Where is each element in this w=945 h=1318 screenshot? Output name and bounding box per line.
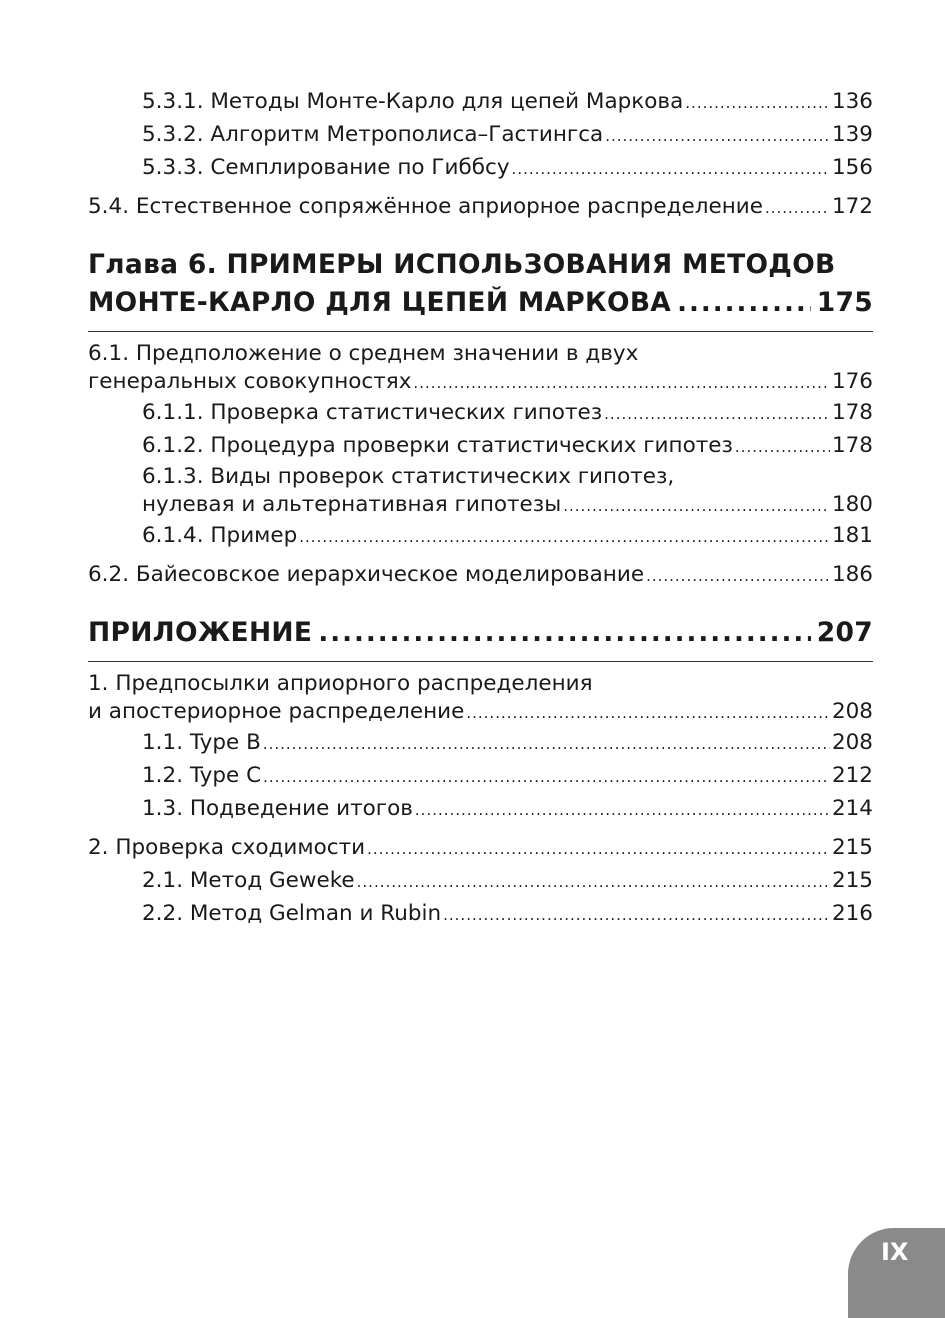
toc-entry-title: 5.4. Естественное сопряжённое априорное распределение [88,194,763,219]
toc-entry-title: 2.1. Метод Geweke [142,868,355,893]
toc-entry-title: 5.3.1. Методы Монте-Карло для цепей Маркова [142,89,684,114]
toc-entry-title-line-2: генеральных совокупностях [88,369,412,394]
toc-entry-5-3-1[interactable] [88,86,873,119]
toc-entry-title: 6.1.1. Проверка статистических гипотез [142,400,603,425]
table-of-contents [88,86,873,931]
toc-entry-page: 156 [831,155,873,180]
leader-dots [563,492,830,520]
toc-entry-title: 6.1.4. Пример [142,523,298,548]
leader-dots [415,794,830,826]
toc-entry-app-1-1[interactable] [88,727,873,760]
toc-entry-app-1[interactable] [88,670,873,727]
toc-entry-title: 6.2. Байесовское иерархическое моделирование [88,562,645,587]
toc-entry-title-line-2: нулевая и альтернативная гипотезы [142,492,562,517]
leader-dots [604,398,830,430]
leader-dots [263,761,830,793]
toc-entry-6-1-2[interactable] [88,430,873,463]
leader-dots [605,120,830,152]
toc-entry-page: 212 [831,763,873,788]
toc-entry-title-line-1: 6.1. Предположение о среднем значении в двух [88,341,639,366]
toc-entry-page: 136 [831,89,873,114]
leader-dots [367,833,830,865]
leader-dots [413,369,830,397]
toc-entry-title: 1.2. Type C [142,763,262,788]
toc-entry-5-3-2[interactable] [88,119,873,152]
appendix-title: ПРИЛОЖЕНИЕ [88,617,313,648]
toc-entry-title: 6.1.2. Процедура проверки статистических гипотез [142,433,733,458]
leader-dots [299,521,830,553]
appendix-page: 207 [816,617,873,648]
toc-entry-title: 2. Проверка сходимости [88,835,366,860]
leader-dots [466,699,830,727]
toc-entry-6-2[interactable] [88,559,873,592]
toc-entry-page: 186 [831,562,873,587]
toc-entry-page: 216 [831,901,873,926]
toc-entry-page: 180 [831,492,873,517]
toc-entry-page: 178 [831,400,873,425]
toc-entry-5-3-3[interactable] [88,152,873,185]
toc-entry-5-4[interactable] [88,191,873,224]
leader-dots [263,728,830,760]
leader-dots [443,899,830,931]
leader-dots [512,153,830,185]
leader-dots [765,192,830,224]
toc-entry-title-line-2: и апостериорное распределение [88,699,465,724]
toc-entry-page: 214 [831,796,873,821]
toc-entry-page: 208 [831,730,873,755]
toc-entry-page: 215 [831,868,873,893]
toc-entry-app-1-3[interactable] [88,793,873,826]
leader-dots [318,614,810,652]
toc-chapter-6[interactable] [88,246,873,322]
toc-entry-page: 172 [831,194,873,219]
toc-entry-app-2-1[interactable] [88,865,873,898]
chapter-page: 175 [816,287,873,318]
toc-entry-page: 176 [831,369,873,394]
toc-entry-title-line-1: 6.1.3. Виды проверок статистических гипотез, [142,464,675,489]
toc-entry-title: 1.3. Подведение итогов [142,796,413,821]
toc-entry-title: 5.3.3. Семплирование по Гиббсу [142,155,510,180]
leader-dots [685,87,830,119]
toc-entry-title: 1.1. Type B [142,730,261,755]
page-number-tab [848,1228,945,1318]
toc-entry-title-line-1: 1. Предпосылки априорного распределения [88,671,593,696]
leader-dots [677,284,811,322]
toc-entry-app-2-2[interactable] [88,898,873,931]
toc-entry-6-1[interactable] [88,340,873,397]
leader-dots [735,431,830,463]
leader-dots [357,866,830,898]
toc-entry-6-1-3[interactable] [88,463,873,520]
toc-entry-title: 5.3.2. Алгоритм Метрополиса–Гастингса [142,122,604,147]
page-number: IX [881,1238,909,1266]
toc-entry-title: 2.2. Метод Gelman и Rubin [142,901,442,926]
chapter-title-line-2: МОНТЕ-КАРЛО ДЛЯ ЦЕПЕЙ МАРКОВА [88,287,672,318]
chapter-title-line-1: Глава 6. ПРИМЕРЫ ИСПОЛЬЗОВАНИЯ МЕТОДОВ [88,249,836,280]
toc-entry-page: 139 [831,122,873,147]
toc-entry-page: 215 [831,835,873,860]
toc-entry-app-2[interactable] [88,832,873,865]
toc-entry-page: 178 [831,433,873,458]
toc-entry-6-1-4[interactable] [88,520,873,553]
toc-appendix[interactable] [88,614,873,652]
leader-dots [646,560,830,592]
toc-entry-app-1-2[interactable] [88,760,873,793]
toc-entry-6-1-1[interactable] [88,397,873,430]
toc-entry-page: 208 [831,699,873,724]
toc-entry-page: 181 [831,523,873,548]
